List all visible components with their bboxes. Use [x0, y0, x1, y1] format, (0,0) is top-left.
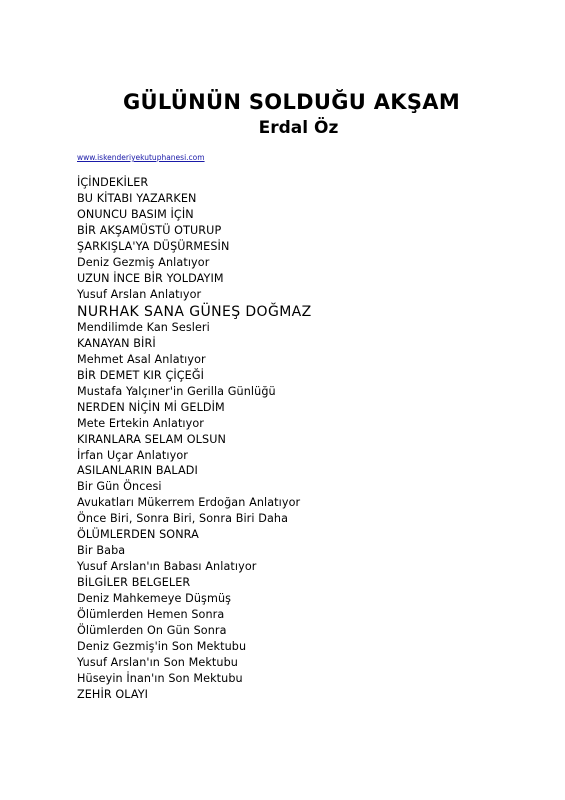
toc-entry: Deniz Gezmiş Anlatıyor	[77, 255, 210, 269]
toc-entry: KANAYAN BİRİ	[77, 336, 156, 350]
toc-entry: ZEHİR OLAYI	[77, 687, 149, 701]
toc-entry: BİR DEMET KIR ÇİÇEĞİ	[77, 368, 205, 382]
toc-entry: BİR AKŞAMÜSTÜ OTURUP	[77, 223, 222, 237]
toc-entry: Mustafa Yalçıner'in Gerilla Günlüğü	[77, 384, 276, 398]
toc-entry: Yusuf Arslan'ın Son Mektubu	[77, 655, 238, 669]
toc-entry: BU KİTABI YAZARKEN	[77, 191, 197, 205]
author-name: Erdal Öz	[258, 118, 339, 138]
toc-entry: ASILANLARIN BALADI	[77, 464, 198, 478]
toc-entry: İrfan Uçar Anlatıyor	[77, 448, 188, 462]
book-title: GÜLÜNÜN SOLDUĞU AKŞAM	[122, 90, 461, 114]
toc-entry: BİLGİLER BELGELER	[77, 576, 191, 589]
toc-entry: ÖLÜMLERDEN SONRA	[77, 528, 199, 542]
toc-entry: Deniz Mahkemeye Düşmüş	[77, 591, 232, 605]
toc-entry: ŞARKIŞLA'YA DÜŞÜRMESİN	[77, 239, 230, 253]
toc-entry: Mete Ertekin Anlatıyor	[77, 416, 204, 430]
toc-entry: KIRANLARA SELAM OLSUN	[77, 432, 226, 446]
toc-entry: Bir Gün Öncesi	[77, 480, 162, 494]
toc-entry: NURHAK SANA GÜNEŞ DOĞMAZ	[77, 303, 312, 320]
toc-entry: Ölümlerden Hemen Sonra	[77, 607, 225, 621]
toc-entry: NERDEN NİÇİN Mİ GELDİM	[77, 400, 225, 414]
table-of-contents	[77, 175, 312, 703]
toc-entry: Bir Baba	[77, 544, 126, 558]
toc-entry: Önce Biri, Sonra Biri, Sonra Biri Daha	[77, 512, 289, 526]
toc-entry: Hüseyin İnan'ın Son Mektubu	[77, 671, 243, 685]
website-link[interactable]: www.iskenderiyekutuphanesi.com	[77, 153, 205, 162]
toc-entry: Mehmet Asal Anlatıyor	[77, 352, 206, 366]
toc-entry: İÇİNDEKİLER	[77, 176, 149, 189]
toc-entry: Deniz Gezmiş'in Son Mektubu	[77, 639, 247, 653]
toc-entry: UZUN İNCE BİR YOLDAYIM	[77, 271, 224, 285]
toc-entry: Mendilimde Kan Sesleri	[77, 321, 210, 334]
toc-entry: ONUNCU BASIM İÇİN	[77, 207, 194, 221]
toc-entry: Ölümlerden On Gün Sonra	[77, 623, 227, 637]
toc-entry: Avukatları Mükerrem Erdoğan Anlatıyor	[77, 496, 301, 510]
toc-entry: Yusuf Arslan'ın Babası Anlatıyor	[77, 560, 257, 574]
toc-entry: Yusuf Arslan Anlatıyor	[77, 287, 202, 301]
